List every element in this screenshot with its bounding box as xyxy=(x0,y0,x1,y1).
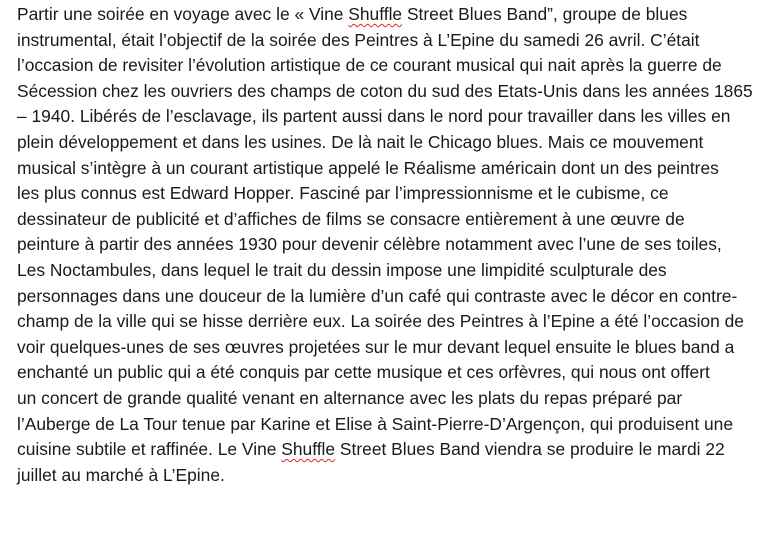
text-segment: voir quelques-unes de ses œuvres projetées sur le mur devant lequel ensuite le blues band a xyxy=(17,336,735,357)
text-segment: cuisine subtile et raffinée. Le Vine xyxy=(17,439,282,460)
text-segment: Partir une soirée en voyage avec le « Vine xyxy=(17,4,349,24)
text-segment: Street Blues Band viendra se produire le mardi 22 xyxy=(335,439,725,460)
text-line xyxy=(17,386,777,412)
text-line xyxy=(17,156,777,182)
text-line xyxy=(17,335,777,361)
text-line xyxy=(17,258,777,284)
spellcheck-flagged-word[interactable]: Shuffle xyxy=(281,439,336,460)
text-line xyxy=(17,104,777,130)
text-line xyxy=(17,463,777,489)
text-segment: les plus connus est Edward Hopper. Fasciné par l’impressionnisme et le cubisme, ce xyxy=(17,183,669,204)
text-line xyxy=(17,207,777,233)
text-line xyxy=(17,437,777,463)
text-segment: l’Auberge de La Tour tenue par Karine et Elise à Saint-Pierre-D’Argençon, qui produisent une xyxy=(17,413,734,434)
text-segment: plein développement et dans les usines. De là nait le Chicago blues. Mais ce mouvement xyxy=(17,131,704,152)
text-line xyxy=(17,284,777,310)
article-paragraph xyxy=(17,2,777,488)
text-segment: peinture à partir des années 1930 pour devenir célèbre notamment avec l’une de ses toiles, xyxy=(17,234,722,255)
text-line xyxy=(17,28,777,54)
text-segment: Les Noctambules, dans lequel le trait du dessin impose une limpidité sculpturale des xyxy=(17,259,667,280)
text-line xyxy=(17,181,777,207)
text-line xyxy=(17,53,777,79)
text-segment: l’occasion de revisiter l’évolution artistique de ce courant musical qui nait après la guerre de xyxy=(17,55,722,76)
text-segment: un concert de grande qualité venant en alternance avec les plats du repas préparé par xyxy=(17,387,683,408)
text-segment: musical s’intègre à un courant artistique appelé le Réalisme américain dont un des peintres xyxy=(17,157,719,178)
text-line xyxy=(17,232,777,258)
text-segment: Sécession chez les ouvriers des champs de coton du sud des Etats-Unis dans les années 1865 xyxy=(17,80,753,101)
text-line xyxy=(17,412,777,438)
text-segment: Street Blues Band”, groupe de blues xyxy=(402,4,688,24)
text-segment: instrumental, était l’objectif de la soirée des Peintres à L’Epine du samedi 26 avril. C’était xyxy=(17,29,700,50)
text-segment: personnages dans une douceur de la lumière d’un café qui contraste avec le décor en contre- xyxy=(17,285,738,306)
text-segment: enchanté un public qui a été conquis par cette musique et ces orfèvres, qui nous ont offert xyxy=(17,362,710,383)
text-line xyxy=(17,360,777,386)
text-segment: juillet au marché à L’Epine. xyxy=(17,464,225,485)
text-line xyxy=(17,2,777,28)
spellcheck-flagged-word[interactable]: Shuffle xyxy=(348,4,403,24)
text-line xyxy=(17,309,777,335)
text-line xyxy=(17,79,777,105)
text-line xyxy=(17,130,777,156)
text-segment: dessinateur de publicité et d’affiches de films se consacre entièrement à une œuvre de xyxy=(17,208,685,229)
text-segment: – 1940. Libérés de l’esclavage, ils partent aussi dans le nord pour travailler dans les villes en xyxy=(17,106,731,127)
text-segment: champ de la ville qui se hisse derrière eux. La soirée des Peintres à l’Epine a été l’occasion de xyxy=(17,311,744,332)
